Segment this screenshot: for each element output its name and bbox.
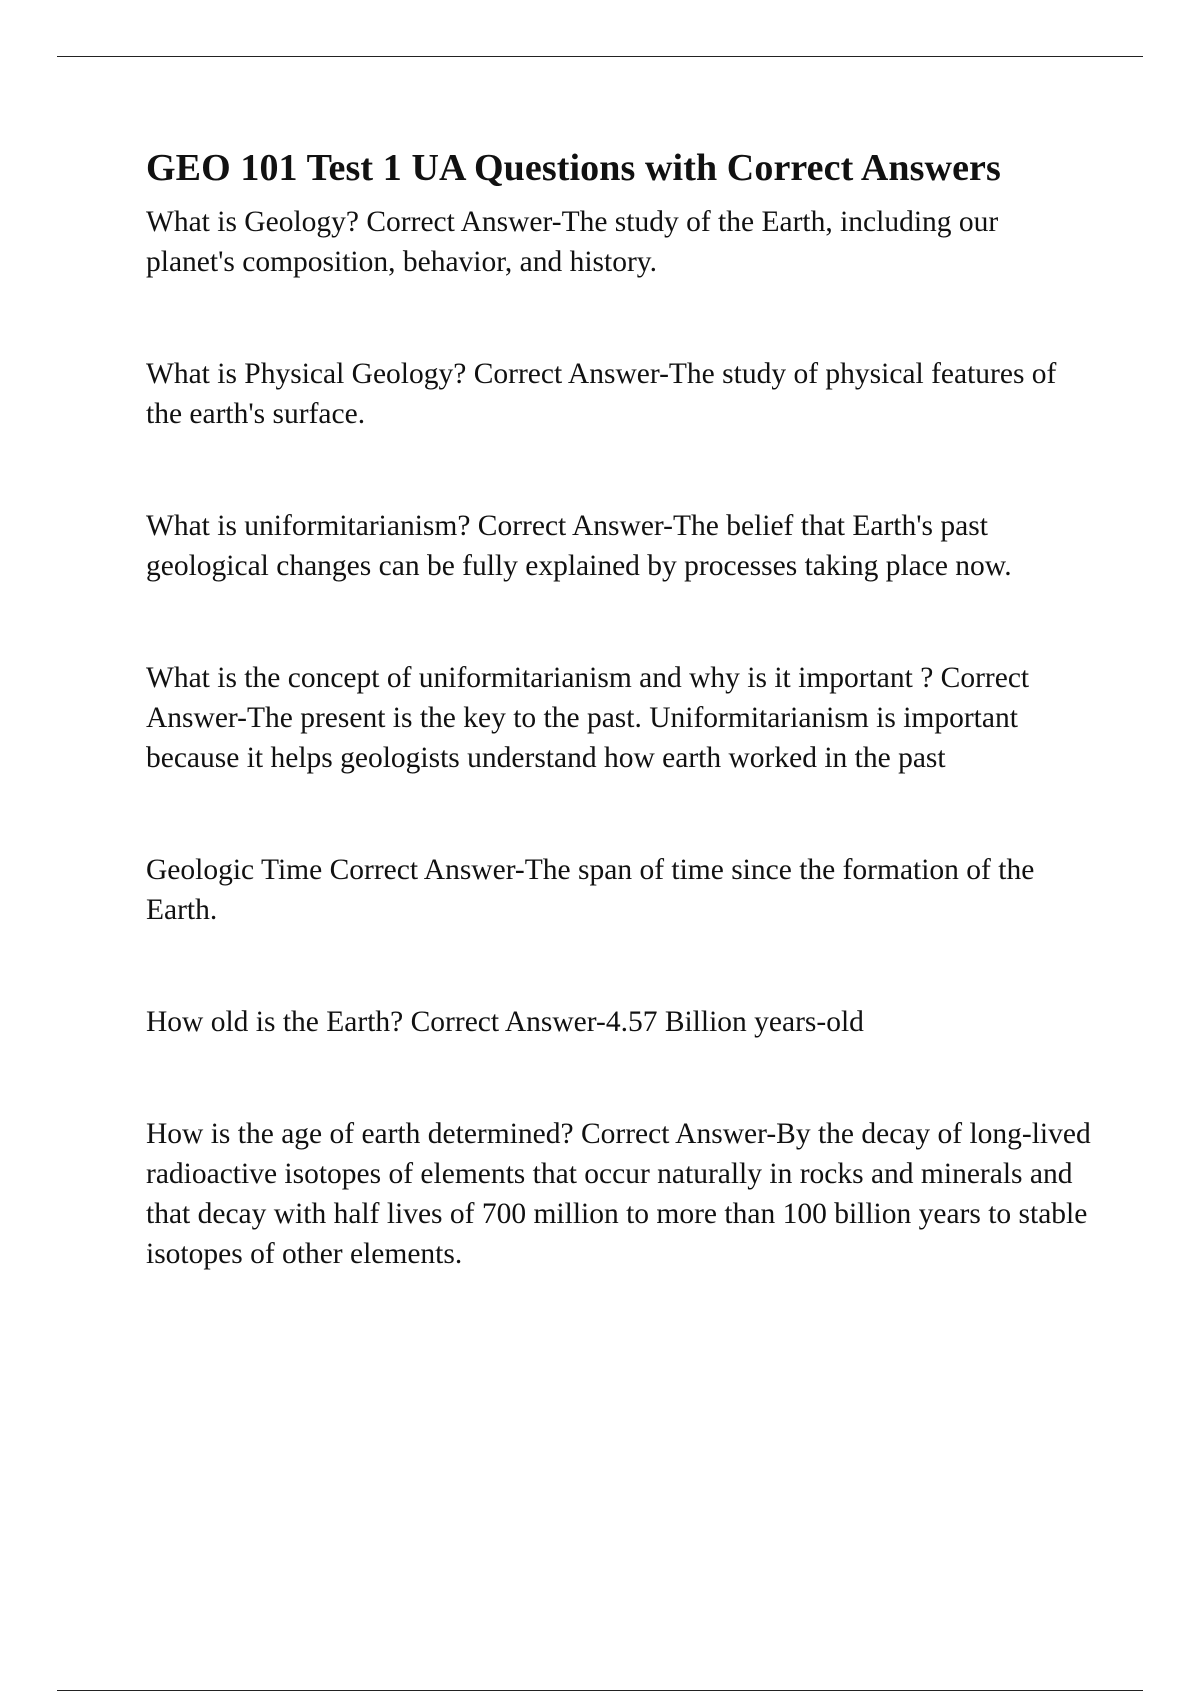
top-divider: [57, 56, 1143, 57]
qa-entry-age-determination: How is the age of earth determined? Correct Answer-By the decay of long-lived radioactive isotopes of elements that occur naturally in rocks and minerals and that decay with half lives of 700 million to more than 100 billion years to stable isotopes of other elements.: [146, 1118, 1091, 1270]
qa-entry-earth-age: How old is the Earth? Correct Answer-4.57 Billion years-old: [146, 1006, 864, 1038]
document-title: GEO 101 Test 1 UA Questions with Correct Answers: [146, 147, 1001, 189]
document-body: [146, 144, 1091, 1274]
qa-entry-uniformitarianism: What is uniformitarianism? Correct Answer-The belief that Earth's past geological changes can be fully explained by processes taking place now.: [146, 510, 1012, 582]
qa-entry-geologic-time: Geologic Time Correct Answer-The span of time since the formation of the Earth.: [146, 854, 1035, 926]
qa-entry-uniformitarianism-importance: What is the concept of uniformitarianism and why is it important ? Correct Answer-The present is the key to the past. Uniformitarianism is important because it helps geologists understand how earth worked in the past: [146, 662, 1030, 774]
qa-entry-physical-geology: What is Physical Geology? Correct Answer-The study of physical features of the earth's surface.: [146, 358, 1057, 430]
qa-entry-geology: What is Geology? Correct Answer-The study of the Earth, including our planet's composition, behavior, and history.: [146, 206, 999, 278]
bottom-divider: [57, 1690, 1143, 1691]
